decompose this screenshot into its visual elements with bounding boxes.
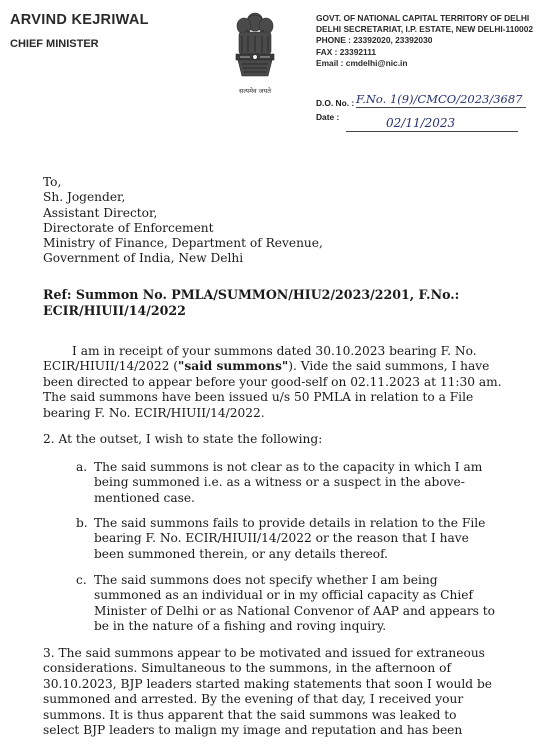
point-line: be in the nature of a fishing and roving inquiry. — [94, 619, 387, 634]
paragraph-line: bearing F. No. ECIR/HIUII/14/2022. — [43, 405, 265, 420]
paragraph-line: select BJP leaders to malign my image and reputation and has been — [43, 723, 463, 738]
point-line: The said summons fails to provide details in relation to the File — [94, 516, 486, 530]
paragraph-text: ). Vide the said summons, I have — [288, 359, 490, 374]
reference-line — [43, 287, 513, 319]
paragraph-2 — [43, 432, 517, 447]
addressee-line: Directorate of Enforcement — [43, 220, 214, 235]
office-line: Email : cmdelhi@nic.in — [316, 57, 408, 68]
addressee-block — [43, 175, 323, 267]
addressee-line: To, — [43, 175, 62, 189]
addressee-line: Ministry of Finance, Department of Revenue, — [43, 236, 323, 251]
point-line: The said summons is not clear as to the capacity in which I am — [94, 460, 483, 474]
said-summons-term: "said summons" — [178, 359, 289, 374]
paragraph-1 — [43, 344, 517, 421]
point-line: been summoned therein, or any details thereof. — [94, 546, 389, 561]
office-line: DELHI SECRETARIAT, I.P. ESTATE, NEW DELHI-110002 — [316, 24, 534, 35]
do-number-handwritten: F.No. 1(9)/CMCO/2023/3687 — [356, 92, 526, 108]
point-line: bearing F. No. ECIR/HIUII/14/2022 or the reason that I have — [94, 531, 469, 546]
do-number-label: D.O. No. : — [316, 98, 355, 108]
reference-text: ECIR/HIUII/14/2022 — [43, 303, 186, 318]
point-line: Minister of Delhi or as National Convenor of AAP and appears to — [94, 603, 496, 618]
paragraph-3 — [43, 646, 517, 738]
emblem-motto: सत्यमेव जयते — [239, 87, 271, 95]
addressee-line: Sh. Jogender, — [43, 190, 126, 205]
date-handwritten: 02/11/2023 — [346, 116, 518, 132]
paragraph-line — [43, 359, 517, 374]
office-address-block — [316, 13, 538, 69]
point-line: summoned as an individual or in my official capacity as Chief — [94, 588, 473, 603]
paragraph-line: been directed to appear before your good-self on 02.11.2023 at 11:30 am. — [43, 374, 502, 389]
point-marker: b. — [76, 516, 88, 530]
author-title: CHIEF MINISTER — [10, 38, 99, 50]
point-line: being summoned i.e. as a witness or a suspect in the above- — [94, 475, 465, 490]
paragraph-line: I am in receipt of your summons dated 30.10.2023 bearing F. No. — [72, 344, 477, 358]
point-line: The said summons does not specify whether I am being — [94, 573, 438, 587]
paragraph-line: The said summons have been issued u/s 50 PMLA in relation to a File — [43, 390, 474, 405]
paragraph-text: ECIR/HIUII/14/2022 ( — [43, 359, 179, 374]
addressee-line: Assistant Director, — [43, 205, 158, 220]
point-line: mentioned case. — [94, 490, 195, 505]
point-marker: a. — [76, 460, 88, 474]
paragraph-line: 3. The said summons appear to be motivated and issued for extraneous — [43, 646, 485, 660]
office-line: PHONE : 23392020, 23392030 — [316, 35, 433, 46]
office-line: GOVT. OF NATIONAL CAPITAL TERRITORY OF DELHI — [316, 13, 530, 23]
paragraph-line: considerations. Simultaneous to the summons, in the afternoon of — [43, 661, 451, 676]
date-label: Date : — [316, 112, 340, 122]
office-line: FAX : 23392111 — [316, 46, 377, 57]
addressee-line: Government of India, New Delhi — [43, 251, 244, 266]
paragraph-line: summons. It is thus apparent that the said summons was leaked to — [43, 707, 457, 722]
paragraph-line: 30.10.2023, BJP leaders started making statements that soon I would be — [43, 676, 492, 691]
paragraph-line: 2. At the outset, I wish to state the following: — [43, 432, 323, 446]
reference-text: Ref: Summon No. PMLA/SUMMON/HIU2/2023/2201, F.No.: — [43, 287, 460, 302]
point-marker: c. — [76, 573, 87, 587]
author-name: ARVIND KEJRIWAL — [10, 12, 149, 28]
paragraph-line: summoned and arrested. By the evening of that day, I received your — [43, 692, 464, 707]
